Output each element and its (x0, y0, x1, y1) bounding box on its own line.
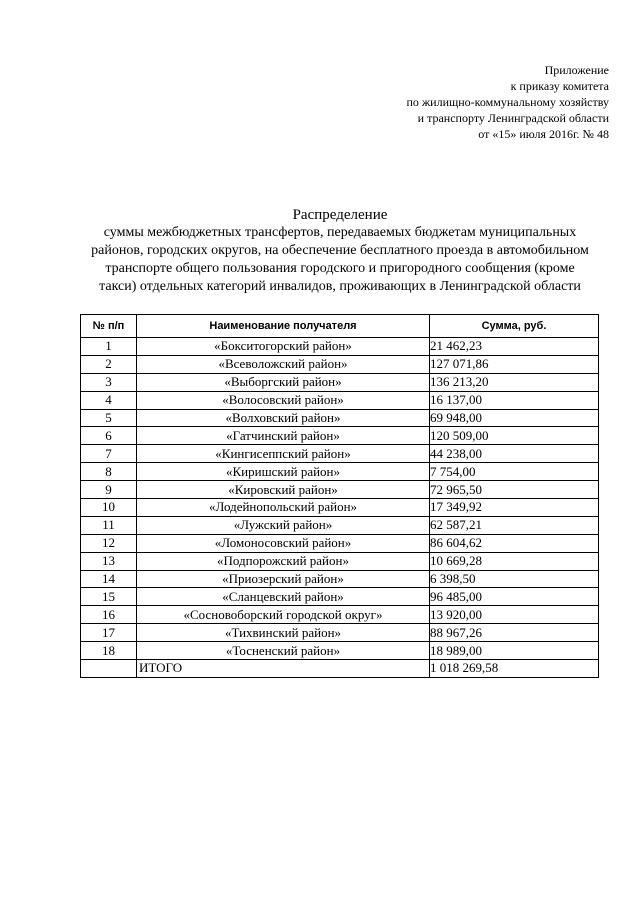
row-name: «Выборгский район» (137, 373, 430, 391)
row-num: 13 (81, 552, 137, 570)
row-name: «Кингисеппский район» (137, 445, 430, 463)
row-name: «Бокситогорский район» (137, 338, 430, 356)
title-line: суммы межбюджетных трансфертов, передаваемых бюджетам муниципальных (103, 225, 577, 240)
table-row (81, 463, 599, 481)
header-sum: Сумма, руб. (430, 315, 599, 338)
table-row (81, 588, 599, 606)
annex-line: от «15» июля 2016г. № 48 (478, 127, 609, 141)
header-num: № п/п (81, 315, 137, 338)
title-heading: Распределение (292, 207, 388, 223)
table-row (81, 373, 599, 391)
row-name: «Сланцевский район» (137, 588, 430, 606)
table-row (81, 338, 599, 356)
distribution-table (80, 314, 599, 678)
row-num: 3 (81, 373, 137, 391)
row-name: «Подпорожский район» (137, 552, 430, 570)
row-num: 9 (81, 481, 137, 499)
table-row (81, 552, 599, 570)
row-sum: 17 349,92 (430, 499, 599, 517)
row-num: 6 (81, 427, 137, 445)
header-name: Наименование получателя (137, 315, 430, 338)
table-row (81, 534, 599, 552)
title-line: такси) отдельных категорий инвалидов, проживающих в Ленинградской области (99, 279, 581, 294)
row-sum: 86 604,62 (430, 534, 599, 552)
row-num: 1 (81, 338, 137, 356)
table-row (81, 481, 599, 499)
title-line: транспорте общего пользования городского и пригородного сообщения (кроме (105, 261, 575, 276)
row-num: 8 (81, 463, 137, 481)
table-row (81, 409, 599, 427)
table-row (81, 606, 599, 624)
table-row (81, 499, 599, 517)
row-name: «Всеволожский район» (137, 355, 430, 373)
annex-line: Приложение (544, 63, 609, 77)
table-row (81, 624, 599, 642)
table-header-row (81, 315, 599, 338)
row-num: 5 (81, 409, 137, 427)
row-num: 10 (81, 499, 137, 517)
row-sum: 69 948,00 (430, 409, 599, 427)
row-name: «Кировский район» (137, 481, 430, 499)
row-sum: 127 071,86 (430, 355, 599, 373)
row-num: 12 (81, 534, 137, 552)
row-name: «Тосненский район» (137, 642, 430, 660)
row-sum: 62 587,21 (430, 516, 599, 534)
row-sum: 7 754,00 (430, 463, 599, 481)
title-line: районов, городских округов, на обеспечение бесплатного проезда в автомобильном (91, 243, 589, 258)
table-row (81, 445, 599, 463)
row-sum: 72 965,50 (430, 481, 599, 499)
row-name: «Ломоносовский район» (137, 534, 430, 552)
row-sum: 6 398,50 (430, 570, 599, 588)
table-row (81, 355, 599, 373)
row-sum: 44 238,00 (430, 445, 599, 463)
row-sum: 88 967,26 (430, 624, 599, 642)
row-sum: 10 669,28 (430, 552, 599, 570)
row-num: 7 (81, 445, 137, 463)
row-name: «Гатчинский район» (137, 427, 430, 445)
row-num: 16 (81, 606, 137, 624)
row-name: «Волосовский район» (137, 391, 430, 409)
row-num: 4 (81, 391, 137, 409)
row-name: «Волховский район» (137, 409, 430, 427)
table-row (81, 570, 599, 588)
annex-line: и транспорту Ленинградской области (417, 111, 609, 125)
row-name: «Киришский район» (137, 463, 430, 481)
table-row (81, 391, 599, 409)
row-name: «Лодейнопольский район» (137, 499, 430, 517)
row-name: «Тихвинский район» (137, 624, 430, 642)
table-row (81, 516, 599, 534)
total-sum: 1 018 269,58 (430, 660, 599, 678)
row-num: 18 (81, 642, 137, 660)
row-name: «Лужский район» (137, 516, 430, 534)
row-num: 14 (81, 570, 137, 588)
row-sum: 13 920,00 (430, 606, 599, 624)
annex-line: к приказу комитета (510, 79, 609, 93)
row-sum: 120 509,00 (430, 427, 599, 445)
row-sum: 136 213,20 (430, 373, 599, 391)
row-name: «Приозерский район» (137, 570, 430, 588)
row-num: 11 (81, 516, 137, 534)
row-sum: 18 989,00 (430, 642, 599, 660)
total-num-cell (81, 660, 137, 678)
row-num: 17 (81, 624, 137, 642)
table-row (81, 427, 599, 445)
row-num: 2 (81, 355, 137, 373)
table-total-row (81, 660, 599, 678)
row-sum: 21 462,23 (430, 338, 599, 356)
row-num: 15 (81, 588, 137, 606)
annex-line: по жилищно-коммунальному хозяйству (406, 95, 609, 109)
row-sum: 96 485,00 (430, 588, 599, 606)
row-sum: 16 137,00 (430, 391, 599, 409)
total-label: ИТОГО (137, 660, 430, 678)
document-title (40, 206, 640, 296)
annex-block (406, 62, 609, 142)
table-row (81, 642, 599, 660)
row-name: «Сосновоборский городской округ» (137, 606, 430, 624)
